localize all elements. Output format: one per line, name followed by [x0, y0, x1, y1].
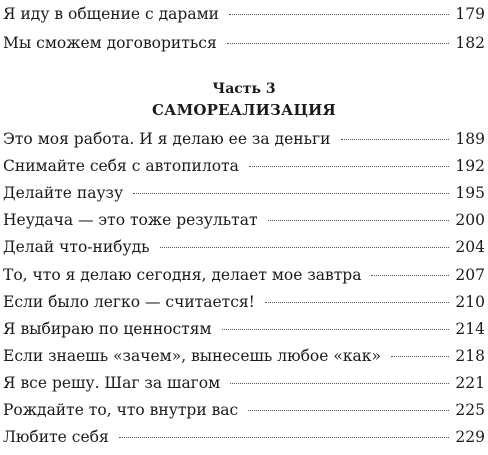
- toc-entry-page: 192: [455, 157, 485, 175]
- dot-leader: [222, 329, 449, 330]
- toc-entry-page: 200: [455, 211, 485, 229]
- toc-entry-title: Делай что-нибудь: [3, 238, 150, 256]
- toc-entry-title: То, что я делаю сегодня, делает мое завтра: [3, 266, 362, 284]
- toc-entry[interactable]: [3, 263, 485, 287]
- toc-entry-page: 210: [455, 293, 485, 311]
- toc-entry-title: Рождайте то, что внутри вас: [3, 401, 239, 419]
- dot-leader: [227, 43, 449, 44]
- toc-entry[interactable]: [3, 127, 485, 151]
- dot-leader: [160, 247, 449, 248]
- toc-entry-title: Я иду в общение с дарами: [3, 5, 219, 23]
- toc-entry[interactable]: [3, 181, 485, 205]
- dot-leader: [229, 14, 449, 15]
- toc-entry-page: 204: [455, 238, 485, 256]
- dot-leader: [371, 275, 449, 276]
- dot-leader: [119, 437, 449, 438]
- toc-entry-page: 207: [455, 266, 485, 284]
- dot-leader: [249, 166, 449, 167]
- toc-entry-page: 189: [455, 130, 485, 148]
- toc-entry-title: Любите себя: [3, 428, 109, 446]
- toc-entry[interactable]: [3, 154, 485, 178]
- dot-leader: [230, 383, 449, 384]
- toc-entry-page: 195: [455, 184, 485, 202]
- toc-entry-page: 214: [455, 320, 485, 338]
- dot-leader: [268, 220, 449, 221]
- toc-entry-title: Я выбираю по ценностям: [3, 320, 212, 338]
- toc-entry-title: Если было легко — считается!: [3, 293, 255, 311]
- toc-entry-title: Делайте паузу: [3, 184, 124, 202]
- toc-entry-page: 218: [455, 347, 485, 365]
- toc-entry[interactable]: [3, 398, 485, 422]
- toc-entry-title: Это моя работа. И я делаю ее за деньги: [3, 130, 331, 148]
- part-label: Часть 3: [212, 81, 276, 97]
- toc-entry[interactable]: [3, 208, 485, 232]
- toc-entry[interactable]: [3, 317, 485, 341]
- toc-entry-page: 221: [455, 374, 485, 392]
- dot-leader: [265, 302, 449, 303]
- dot-leader: [391, 356, 449, 357]
- part-title: САМОРЕАЛИЗАЦИЯ: [152, 101, 336, 119]
- toc-entry-title: Снимайте себя с автопилота: [3, 157, 239, 175]
- toc-entry[interactable]: [3, 290, 485, 314]
- toc-entry[interactable]: [3, 344, 485, 368]
- dot-leader: [248, 410, 449, 411]
- toc-entry-page: 179: [455, 5, 485, 23]
- toc-entry-page: 182: [455, 34, 485, 52]
- toc-entry-page: 229: [455, 428, 485, 446]
- dot-leader: [133, 193, 449, 194]
- toc-entry-page: 225: [455, 401, 485, 419]
- toc-entry-title: Если знаешь «зачем», вынесешь любое «как»: [3, 347, 381, 365]
- toc-entry[interactable]: [3, 371, 485, 395]
- toc-entry[interactable]: [3, 235, 485, 259]
- toc-entry[interactable]: [3, 2, 485, 26]
- toc-entry[interactable]: [3, 425, 485, 449]
- toc-entry-title: Неудача — это тоже результат: [3, 211, 258, 229]
- toc-entry[interactable]: [3, 31, 485, 55]
- dot-leader: [341, 139, 450, 140]
- toc-entry-title: Мы сможем договориться: [3, 34, 217, 52]
- toc-entry-title: Я все решу. Шаг за шагом: [3, 374, 221, 392]
